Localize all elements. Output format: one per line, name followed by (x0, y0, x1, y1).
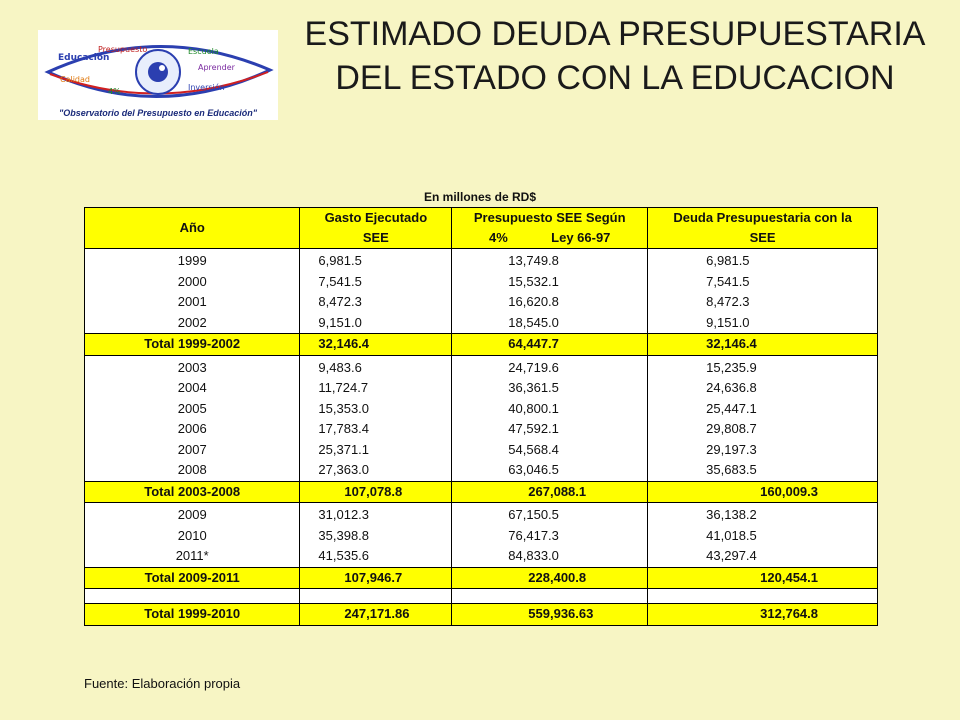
cell-budget: 36,361.5 (452, 378, 648, 399)
cell-budget: 76,417.3 (452, 526, 648, 547)
cell-spent: 25,371.1 (300, 440, 452, 461)
table-row (85, 313, 878, 334)
svg-text:Aprender: Aprender (198, 63, 235, 72)
table-row (85, 249, 878, 272)
observatorio-logo (38, 30, 278, 120)
cell-budget: 13,749.8 (452, 249, 648, 272)
total-debt: 32,146.4 (648, 334, 878, 356)
svg-text:Presupuesto: Presupuesto (98, 45, 148, 54)
logo-caption: "Observatorio del Presupuesto en Educación" (58, 108, 258, 118)
cell-year: 2002 (85, 313, 300, 334)
cell-year: 2004 (85, 378, 300, 399)
table-row (85, 546, 878, 567)
cell-budget: 16,620.8 (452, 292, 648, 313)
svg-text:Escuela: Escuela (188, 47, 219, 56)
budget-debt-table (84, 207, 878, 626)
total-spent: 32,146.4 (300, 334, 452, 356)
grand-total-debt: 312,764.8 (648, 604, 878, 626)
cell-year: 2005 (85, 399, 300, 420)
cell-year: 2001 (85, 292, 300, 313)
cell-debt: 29,808.7 (648, 419, 878, 440)
cell-budget: 24,719.6 (452, 355, 648, 378)
grand-total-row (85, 604, 878, 626)
cell-spent: 41,535.6 (300, 546, 452, 567)
table-row (85, 355, 878, 378)
table-row (85, 419, 878, 440)
spacer-row (85, 589, 878, 604)
header-debt: Deuda Presupuestaria con la SEE (648, 208, 878, 249)
total-label: Total 1999-2002 (85, 334, 300, 356)
total-row-1999-2002 (85, 334, 878, 356)
grand-total-spent: 247,171.86 (300, 604, 452, 626)
cell-spent: 15,353.0 (300, 399, 452, 420)
table-row (85, 460, 878, 481)
page-title: ESTIMADO DEUDA PRESUPUESTARIA DEL ESTADO CON LA EDUCACION (304, 15, 926, 97)
cell-year: 1999 (85, 249, 300, 272)
cell-debt: 43,297.4 (648, 546, 878, 567)
cell-year: 2008 (85, 460, 300, 481)
cell-spent: 6,981.5 (300, 249, 452, 272)
cell-spent: 9,483.6 (300, 355, 452, 378)
cell-spent: 7,541.5 (300, 272, 452, 293)
cell-budget: 54,568.4 (452, 440, 648, 461)
cell-budget: 18,545.0 (452, 313, 648, 334)
total-budget: 64,447.7 (452, 334, 648, 356)
cell-year: 2000 (85, 272, 300, 293)
grand-total-budget: 559,936.63 (452, 604, 648, 626)
source-note: Fuente: Elaboración propia (84, 676, 241, 691)
cell-spent: 8,472.3 (300, 292, 452, 313)
cell-year: 2010 (85, 526, 300, 547)
cell-spent: 27,363.0 (300, 460, 452, 481)
table-row (85, 378, 878, 399)
cell-budget: 63,046.5 (452, 460, 648, 481)
table-row (85, 503, 878, 526)
cell-budget: 47,592.1 (452, 419, 648, 440)
cell-debt: 9,151.0 (648, 313, 878, 334)
total-label: Total 2003-2008 (85, 481, 300, 503)
table-header-row (85, 208, 878, 249)
cell-debt: 29,197.3 (648, 440, 878, 461)
total-label: Total 2009-2011 (85, 567, 300, 589)
cell-debt: 15,235.9 (648, 355, 878, 378)
cell-budget: 15,532.1 (452, 272, 648, 293)
cell-spent: 11,724.7 (300, 378, 452, 399)
cell-year: 2011* (85, 546, 300, 567)
units-subtitle: En millones de RD$ (423, 190, 537, 204)
total-spent: 107,946.7 (300, 567, 452, 589)
total-debt: 160,009.3 (648, 481, 878, 503)
cell-spent: 9,151.0 (300, 313, 452, 334)
cell-spent: 31,012.3 (300, 503, 452, 526)
table-row (85, 272, 878, 293)
cell-debt: 8,472.3 (648, 292, 878, 313)
cell-budget: 67,150.5 (452, 503, 648, 526)
cell-budget: 84,833.0 (452, 546, 648, 567)
table-row (85, 440, 878, 461)
header-spent: Gasto Ejecutado SEE (300, 208, 452, 249)
cell-debt: 41,018.5 (648, 526, 878, 547)
cell-year: 2003 (85, 355, 300, 378)
cell-debt: 36,138.2 (648, 503, 878, 526)
cell-debt: 24,636.8 (648, 378, 878, 399)
header-budget: Presupuesto SEE Según 4% Ley 66-97 (452, 208, 648, 249)
svg-text:Calidad: Calidad (60, 75, 90, 84)
cell-year: 2007 (85, 440, 300, 461)
total-debt: 120,454.1 (648, 567, 878, 589)
cell-spent: 17,783.4 (300, 419, 452, 440)
total-row-2009-2011 (85, 567, 878, 589)
cell-debt: 25,447.1 (648, 399, 878, 420)
table-row (85, 292, 878, 313)
total-budget: 267,088.1 (452, 481, 648, 503)
table-row (85, 526, 878, 547)
cell-budget: 40,800.1 (452, 399, 648, 420)
cell-debt: 7,541.5 (648, 272, 878, 293)
cell-year: 2009 (85, 503, 300, 526)
svg-text:Inversión: Inversión (188, 83, 225, 92)
cell-debt: 35,683.5 (648, 460, 878, 481)
cell-debt: 6,981.5 (648, 249, 878, 272)
eye-logo-graphic (38, 30, 278, 120)
header-year: Año (85, 208, 300, 249)
cell-year: 2006 (85, 419, 300, 440)
grand-total-label: Total 1999-2010 (85, 604, 300, 626)
cell-spent: 35,398.8 (300, 526, 452, 547)
svg-text:Educación: Educación (58, 53, 110, 63)
svg-text:4%: 4% (108, 87, 121, 96)
table-row (85, 399, 878, 420)
total-spent: 107,078.8 (300, 481, 452, 503)
total-row-2003-2008 (85, 481, 878, 503)
total-budget: 228,400.8 (452, 567, 648, 589)
